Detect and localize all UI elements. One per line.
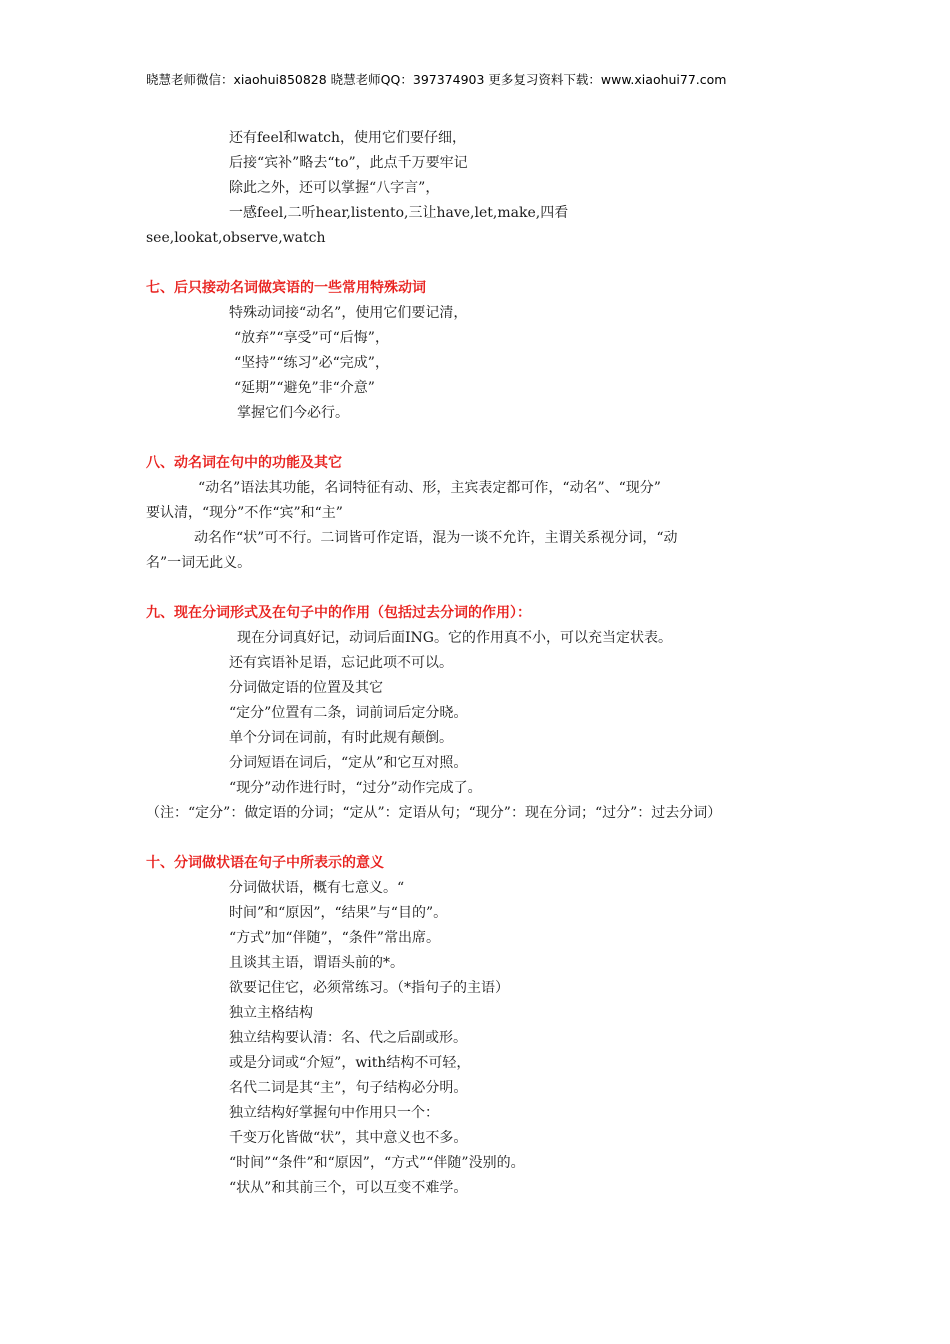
section-10-line: 且谈其主语，谓语头前的*。	[229, 955, 404, 971]
section-7-heading: 七、后只接动名词做宾语的一些常用特殊动词	[146, 280, 426, 296]
section-10-line: 独立主格结构	[229, 1005, 313, 1021]
section-10-line: 名代二词是其“主”，句子结构必分明。	[229, 1080, 468, 1096]
section-7-line: “延期”“避免”非“介意”	[234, 380, 375, 396]
section-9-heading: 九、现在分词形式及在句子中的作用（包括过去分词的作用）：	[146, 605, 531, 621]
section-10-line: 欲要记住它，必须常练习。（*指句子的主语）	[229, 980, 509, 996]
section-9-line: “现分”动作进行时，“过分”动作完成了。	[229, 780, 482, 796]
section-7-line: “放弃”“享受”可“后悔”，	[234, 330, 389, 346]
intro-line: 后接“宾补”略去“to”，此点千万要牢记	[229, 155, 468, 171]
intro-line: 一感feel,二听hear,listento,三让have,let,make,四看	[229, 205, 569, 221]
section-10-line: “状从”和其前三个，可以互变不难学。	[229, 1180, 468, 1196]
section-10-line: 独立结构好掌握句中作用只一个：	[229, 1105, 439, 1121]
section-9-line: 分词短语在词后，“定从”和它互对照。	[229, 755, 468, 771]
section-9-line: 分词做定语的位置及其它	[229, 680, 383, 696]
section-9-note: （注：“定分”：做定语的分词；“定从”：定语从句；“现分”：现在分词；“过分”：过去分词）	[146, 805, 722, 821]
section-9-line: 单个分词在词前，有时此规有颠倒。	[229, 730, 453, 746]
section-7-line: “坚持”“练习”必“完成”，	[234, 355, 389, 371]
section-10-line: 独立结构要认清：名、代之后副或形。	[229, 1030, 467, 1046]
document-body	[146, 126, 826, 1201]
section-10-line: 千变万化皆做“状”，其中意义也不多。	[229, 1130, 468, 1146]
section-10-line: 或是分词或“介短”，with结构不可轻，	[229, 1055, 471, 1071]
intro-line: see,lookat,observe,watch	[146, 230, 326, 246]
section-9-line: 现在分词真好记，动词后面ING。它的作用真不小，可以充当定状表。	[237, 630, 672, 646]
page-header: 晓慧老师微信：xiaohui850828 晓慧老师QQ：397374903 更多复习资料下载：www.xiaohui77.com	[146, 72, 727, 87]
section-8-line: “动名”语法其功能，名词特征有动、形，主宾表定都可作，“动名”、“现分”	[198, 480, 661, 496]
section-10-line: “方式”加“伴随”，“条件”常出席。	[229, 930, 440, 946]
section-9-line: “定分”位置有二条，词前词后定分晓。	[229, 705, 468, 721]
section-8-line: 动名作“状”可不行。二词皆可作定语，混为一谈不允许，主谓关系视分词，“动	[194, 530, 678, 546]
section-9-line: 还有宾语补足语，忘记此项不可以。	[229, 655, 453, 671]
intro-line: 还有feel和watch，使用它们要仔细，	[229, 130, 467, 146]
section-10-line: 分词做状语，概有七意义。“	[229, 880, 405, 896]
section-10-line: “时间”“条件”和“原因”，“方式”“伴随”没别的。	[229, 1155, 525, 1171]
section-10-line: 时间”和“原因”，“结果”与“目的”。	[229, 905, 448, 921]
section-7-line: 掌握它们今必行。	[237, 405, 349, 421]
section-8-line: 名”一词无此义。	[146, 555, 252, 571]
section-7-line: 特殊动词接“动名”，使用它们要记清，	[229, 305, 468, 321]
intro-line: 除此之外，还可以掌握“八字言”，	[229, 180, 440, 196]
section-8-line: 要认清，“现分”不作“宾”和“主”	[146, 505, 343, 521]
section-10-heading: 十、分词做状语在句子中所表示的意义	[146, 855, 384, 871]
section-8-heading: 八、动名词在句中的功能及其它	[146, 455, 342, 471]
